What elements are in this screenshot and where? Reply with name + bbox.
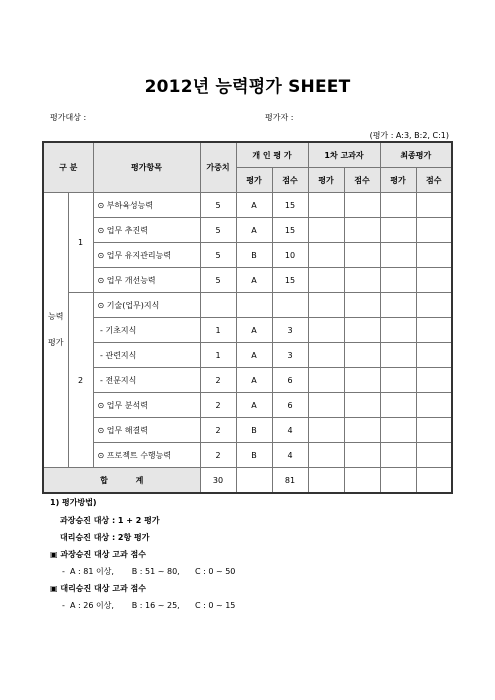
table-row-grade: A xyxy=(236,368,272,393)
table-row-item: - 기초지식 xyxy=(93,318,200,343)
header-weight: 가중치 xyxy=(200,142,236,193)
final-grade-cell[interactable] xyxy=(380,243,416,268)
first-score-cell[interactable] xyxy=(344,243,380,268)
final-score-cell[interactable] xyxy=(416,393,452,418)
table-row-grade: B xyxy=(236,243,272,268)
table-row-item: ⊙ 업무 분석력 xyxy=(93,393,200,418)
table-row-weight xyxy=(200,293,236,318)
table-row-weight: 5 xyxy=(200,218,236,243)
first-score-cell[interactable] xyxy=(344,418,380,443)
grade-note: (평가 : A:3, B:2, C:1) xyxy=(369,131,449,140)
first-grade-cell[interactable] xyxy=(308,368,344,393)
final-grade-cell[interactable] xyxy=(380,218,416,243)
method-line-1: 과장승진 대상 : 1 + 2 평가 xyxy=(60,516,160,525)
method-line-2: 대리승진 대상 : 2항 평가 xyxy=(60,533,150,542)
first-grade-cell[interactable] xyxy=(308,193,344,218)
table-row-item: ⊙ 업무 추진력 xyxy=(93,218,200,243)
final-score-cell[interactable] xyxy=(416,343,452,368)
first-grade-cell[interactable] xyxy=(308,218,344,243)
table-row-item: ⊙ 업무 개선능력 xyxy=(93,268,200,293)
table-row-score: 10 xyxy=(272,243,308,268)
table-row-grade: A xyxy=(236,318,272,343)
method-title: 1) 평가방법) xyxy=(50,498,97,507)
table-row-score: 3 xyxy=(272,318,308,343)
final-grade-cell[interactable] xyxy=(380,368,416,393)
table-row-score: 4 xyxy=(272,418,308,443)
table-row-grade: A xyxy=(236,218,272,243)
final-grade-cell[interactable] xyxy=(380,418,416,443)
evaluation-table xyxy=(42,141,453,494)
section-1-range: - A : 81 이상, B : 51 ~ 80, C : 0 ~ 50 xyxy=(62,567,236,576)
table-row-grade: B xyxy=(236,443,272,468)
final-score-cell[interactable] xyxy=(416,243,452,268)
total-final-grade[interactable] xyxy=(380,468,416,494)
header-self-score: 점수 xyxy=(272,168,308,193)
final-grade-cell[interactable] xyxy=(380,318,416,343)
table-row-weight: 2 xyxy=(200,443,236,468)
category-label: 능력평가 xyxy=(48,312,64,347)
header-final-score: 점수 xyxy=(416,168,452,193)
table-row-weight: 5 xyxy=(200,193,236,218)
table-row-item: ⊙ 부하육성능력 xyxy=(93,193,200,218)
first-score-cell[interactable] xyxy=(344,368,380,393)
table-row-weight: 2 xyxy=(200,418,236,443)
first-score-cell[interactable] xyxy=(344,218,380,243)
header-self: 개 인 평 가 xyxy=(236,142,308,168)
table-row-score xyxy=(272,293,308,318)
header-self-grade: 평가 xyxy=(236,168,272,193)
total-first-grade[interactable] xyxy=(308,468,344,494)
final-score-cell[interactable] xyxy=(416,443,452,468)
table-row-grade: A xyxy=(236,268,272,293)
final-grade-cell[interactable] xyxy=(380,443,416,468)
total-weight: 30 xyxy=(200,468,236,494)
final-grade-cell[interactable] xyxy=(380,393,416,418)
header-final: 최종평가 xyxy=(380,142,452,168)
section-2-title: ▣ 대리승진 대상 고과 점수 xyxy=(50,584,146,593)
first-score-cell[interactable] xyxy=(344,443,380,468)
evaluator-label: 평가자 : xyxy=(265,113,294,122)
final-score-cell[interactable] xyxy=(416,268,452,293)
table-row-item: ⊙ 업무 유지관리능력 xyxy=(93,243,200,268)
total-self-score: 81 xyxy=(272,468,308,494)
first-grade-cell[interactable] xyxy=(308,418,344,443)
final-grade-cell[interactable] xyxy=(380,293,416,318)
table-row-item: - 관련지식 xyxy=(93,343,200,368)
final-score-cell[interactable] xyxy=(416,293,452,318)
table-row-score: 15 xyxy=(272,268,308,293)
first-score-cell[interactable] xyxy=(344,393,380,418)
table-row-score: 6 xyxy=(272,368,308,393)
target-label: 평가대상 : xyxy=(50,113,87,122)
header-first: 1차 고과자 xyxy=(308,142,380,168)
table-row-score: 4 xyxy=(272,443,308,468)
final-grade-cell[interactable] xyxy=(380,268,416,293)
table-row-grade xyxy=(236,293,272,318)
table-row-item: - 전문지식 xyxy=(93,368,200,393)
final-grade-cell[interactable] xyxy=(380,193,416,218)
first-score-cell[interactable] xyxy=(344,318,380,343)
group-1: 1 xyxy=(68,193,93,293)
first-grade-cell[interactable] xyxy=(308,243,344,268)
page-title: 2012년 능력평가 SHEET xyxy=(144,77,351,97)
final-score-cell[interactable] xyxy=(416,368,452,393)
total-label: 합 계 xyxy=(43,468,200,494)
first-grade-cell[interactable] xyxy=(308,318,344,343)
first-grade-cell[interactable] xyxy=(308,268,344,293)
table-row-score: 3 xyxy=(272,343,308,368)
table-row-weight: 1 xyxy=(200,343,236,368)
table-row-score: 6 xyxy=(272,393,308,418)
table-row-weight: 1 xyxy=(200,318,236,343)
header-first-grade: 평가 xyxy=(308,168,344,193)
first-grade-cell[interactable] xyxy=(308,293,344,318)
table-row-weight: 2 xyxy=(200,368,236,393)
total-first-score[interactable] xyxy=(344,468,380,494)
header-item: 평가항목 xyxy=(93,142,200,193)
final-score-cell[interactable] xyxy=(416,193,452,218)
first-score-cell[interactable] xyxy=(344,293,380,318)
header-gubun: 구 분 xyxy=(43,142,93,193)
first-grade-cell[interactable] xyxy=(308,443,344,468)
table-row-grade: A xyxy=(236,393,272,418)
section-1-title: ▣ 과장승진 대상 고과 점수 xyxy=(50,550,146,559)
total-self-grade xyxy=(236,468,272,494)
first-score-cell[interactable] xyxy=(344,343,380,368)
first-grade-cell[interactable] xyxy=(308,343,344,368)
table-row-score: 15 xyxy=(272,193,308,218)
table-row-weight: 2 xyxy=(200,393,236,418)
table-row-item: ⊙ 프로젝트 수행능력 xyxy=(93,443,200,468)
group-2: 2 xyxy=(68,293,93,468)
final-score-cell[interactable] xyxy=(416,218,452,243)
total-final-score[interactable] xyxy=(416,468,452,494)
first-score-cell[interactable] xyxy=(344,268,380,293)
header-final-grade: 평가 xyxy=(380,168,416,193)
header-first-score: 점수 xyxy=(344,168,380,193)
table-row-item: ⊙ 기술(업무)지식 xyxy=(93,293,200,318)
table-row-weight: 5 xyxy=(200,243,236,268)
table-row-grade: A xyxy=(236,343,272,368)
final-score-cell[interactable] xyxy=(416,318,452,343)
table-row-weight: 5 xyxy=(200,268,236,293)
table-row-grade: B xyxy=(236,418,272,443)
section-2-range: - A : 26 이상, B : 16 ~ 25, C : 0 ~ 15 xyxy=(62,601,236,610)
category-cell xyxy=(43,193,68,468)
table-row-grade: A xyxy=(236,193,272,218)
final-grade-cell[interactable] xyxy=(380,343,416,368)
final-score-cell[interactable] xyxy=(416,418,452,443)
first-score-cell[interactable] xyxy=(344,193,380,218)
table-row-score: 15 xyxy=(272,218,308,243)
table-row-item: ⊙ 업무 해결력 xyxy=(93,418,200,443)
first-grade-cell[interactable] xyxy=(308,393,344,418)
